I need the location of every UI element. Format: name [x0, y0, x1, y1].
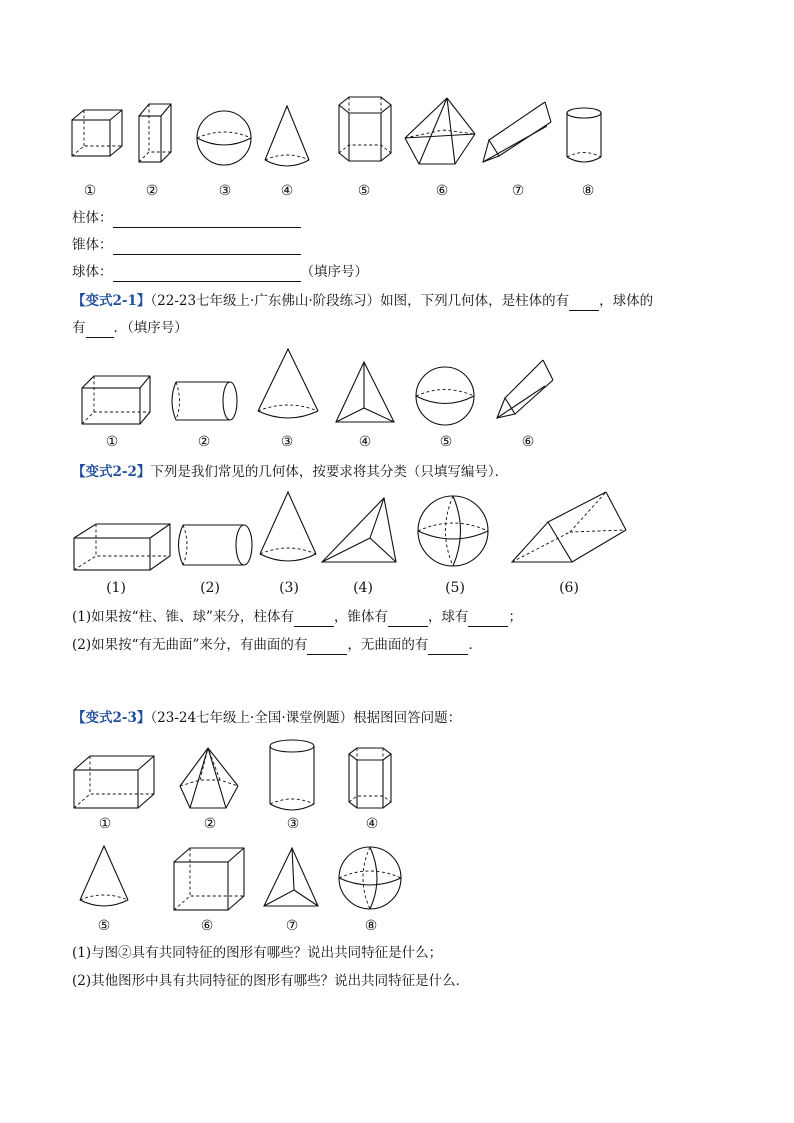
figure-label: ⑥	[435, 183, 449, 199]
figure-label: (3)	[279, 580, 299, 596]
variant-2-1-line2: 有 ．（填序号）	[72, 320, 188, 336]
hexagonal-prism-figure	[337, 95, 393, 167]
figure-label: ④	[358, 434, 372, 450]
figure-label: ①	[105, 434, 119, 450]
variant-2-2-question-2: (2)如果按“有无曲面”来分，有曲面的有 ，无曲面的有 ．	[72, 637, 482, 653]
figure-label: ⑤	[357, 183, 371, 199]
cone-figure	[263, 104, 311, 170]
figure-label: ①	[83, 183, 97, 199]
triangular-prism-figure	[510, 490, 630, 566]
hexagonal-prism-figure	[347, 746, 393, 812]
figure-label: (4)	[353, 580, 373, 596]
cube-figure	[70, 108, 125, 160]
figure-label: ②	[197, 434, 211, 450]
variant-2-3-line: 【变式2-3】（23-24七年级上·全国·课堂例题）根据图回答问题：	[72, 710, 462, 726]
cuboid-figure	[137, 102, 173, 164]
figure-label: ④	[280, 183, 294, 199]
figure-label: ③	[218, 183, 232, 199]
variant-2-2-line: 【变式2-2】下列是我们常见的几何体，按要求将其分类（只填写编号）．	[72, 464, 509, 480]
cuboid-figure	[72, 754, 156, 810]
figure-label: ⑥	[521, 434, 535, 450]
figure-label: ⑥	[200, 918, 214, 934]
figure-label: ⑦	[511, 183, 525, 199]
figure-label: ⑦	[285, 918, 299, 934]
cube-figure	[172, 846, 246, 912]
figure-label: ③	[286, 816, 300, 832]
cylinder-figure	[565, 106, 605, 164]
triangular-pyramid-figure	[320, 496, 400, 566]
cone-figure	[256, 347, 322, 427]
figure-label: ②	[145, 183, 159, 199]
figure-label: (1)	[106, 580, 126, 596]
variant-2-3-question-1: (1)与图②具有共同特征的图形有哪些？说出共同特征是什么；	[72, 945, 443, 961]
sphere-figure	[416, 495, 492, 569]
sphere-figure	[338, 846, 404, 912]
cuboid-figure	[72, 522, 172, 572]
cone-figure	[258, 490, 320, 570]
figure-label: ①	[98, 816, 112, 832]
triangular-pyramid-figure	[262, 846, 320, 910]
pentagonal-pyramid-figure	[178, 746, 240, 812]
figure-label: ⑧	[364, 918, 378, 934]
classify-zhui: 锥体：	[72, 235, 301, 255]
cylinder-lying-figure	[168, 380, 240, 424]
figure-label: ④	[365, 816, 379, 832]
sphere-figure	[195, 110, 255, 168]
figure-label: (2)	[200, 580, 220, 596]
cylinder-lying-figure	[174, 523, 254, 569]
pentagonal-pyramid-figure	[403, 96, 479, 168]
triangular-pyramid-figure	[334, 360, 398, 426]
triangular-prism-figure	[495, 358, 557, 424]
figure-label: (6)	[559, 580, 579, 596]
sphere-figure	[414, 366, 478, 428]
figure-label: ③	[280, 434, 294, 450]
variant-tag: 【变式2-3】	[72, 710, 151, 726]
figure-label: ②	[203, 816, 217, 832]
variant-2-3-question-2: (2)其他图形中具有共同特征的图形有哪些？说出共同特征是什么．	[72, 973, 470, 989]
cylinder-figure	[268, 738, 318, 812]
variant-2-2-question-1: (1)如果按“柱、锥、球”来分，柱体有 ，锥体有 ，球有 ；	[72, 609, 522, 625]
triangular-prism-figure	[481, 100, 553, 166]
variant-2-1-line1: 【变式2-1】（22-23七年级上·广东佛山·阶段练习）如图，下列几何体，是柱体的有 ，球体的	[72, 293, 654, 309]
variant-tag: 【变式2-1】	[72, 293, 151, 309]
classify-zhu: 柱体：	[72, 208, 301, 228]
variant-tag: 【变式2-2】	[72, 464, 151, 480]
classify-qiu: 球体： （填序号）	[72, 264, 368, 280]
figure-label: ⑤	[439, 434, 453, 450]
figure-label: ⑤	[97, 918, 111, 934]
cone-figure	[78, 844, 130, 912]
figure-label: (5)	[445, 580, 465, 596]
cuboid-figure	[80, 374, 152, 426]
figure-label: ⑧	[581, 183, 595, 199]
